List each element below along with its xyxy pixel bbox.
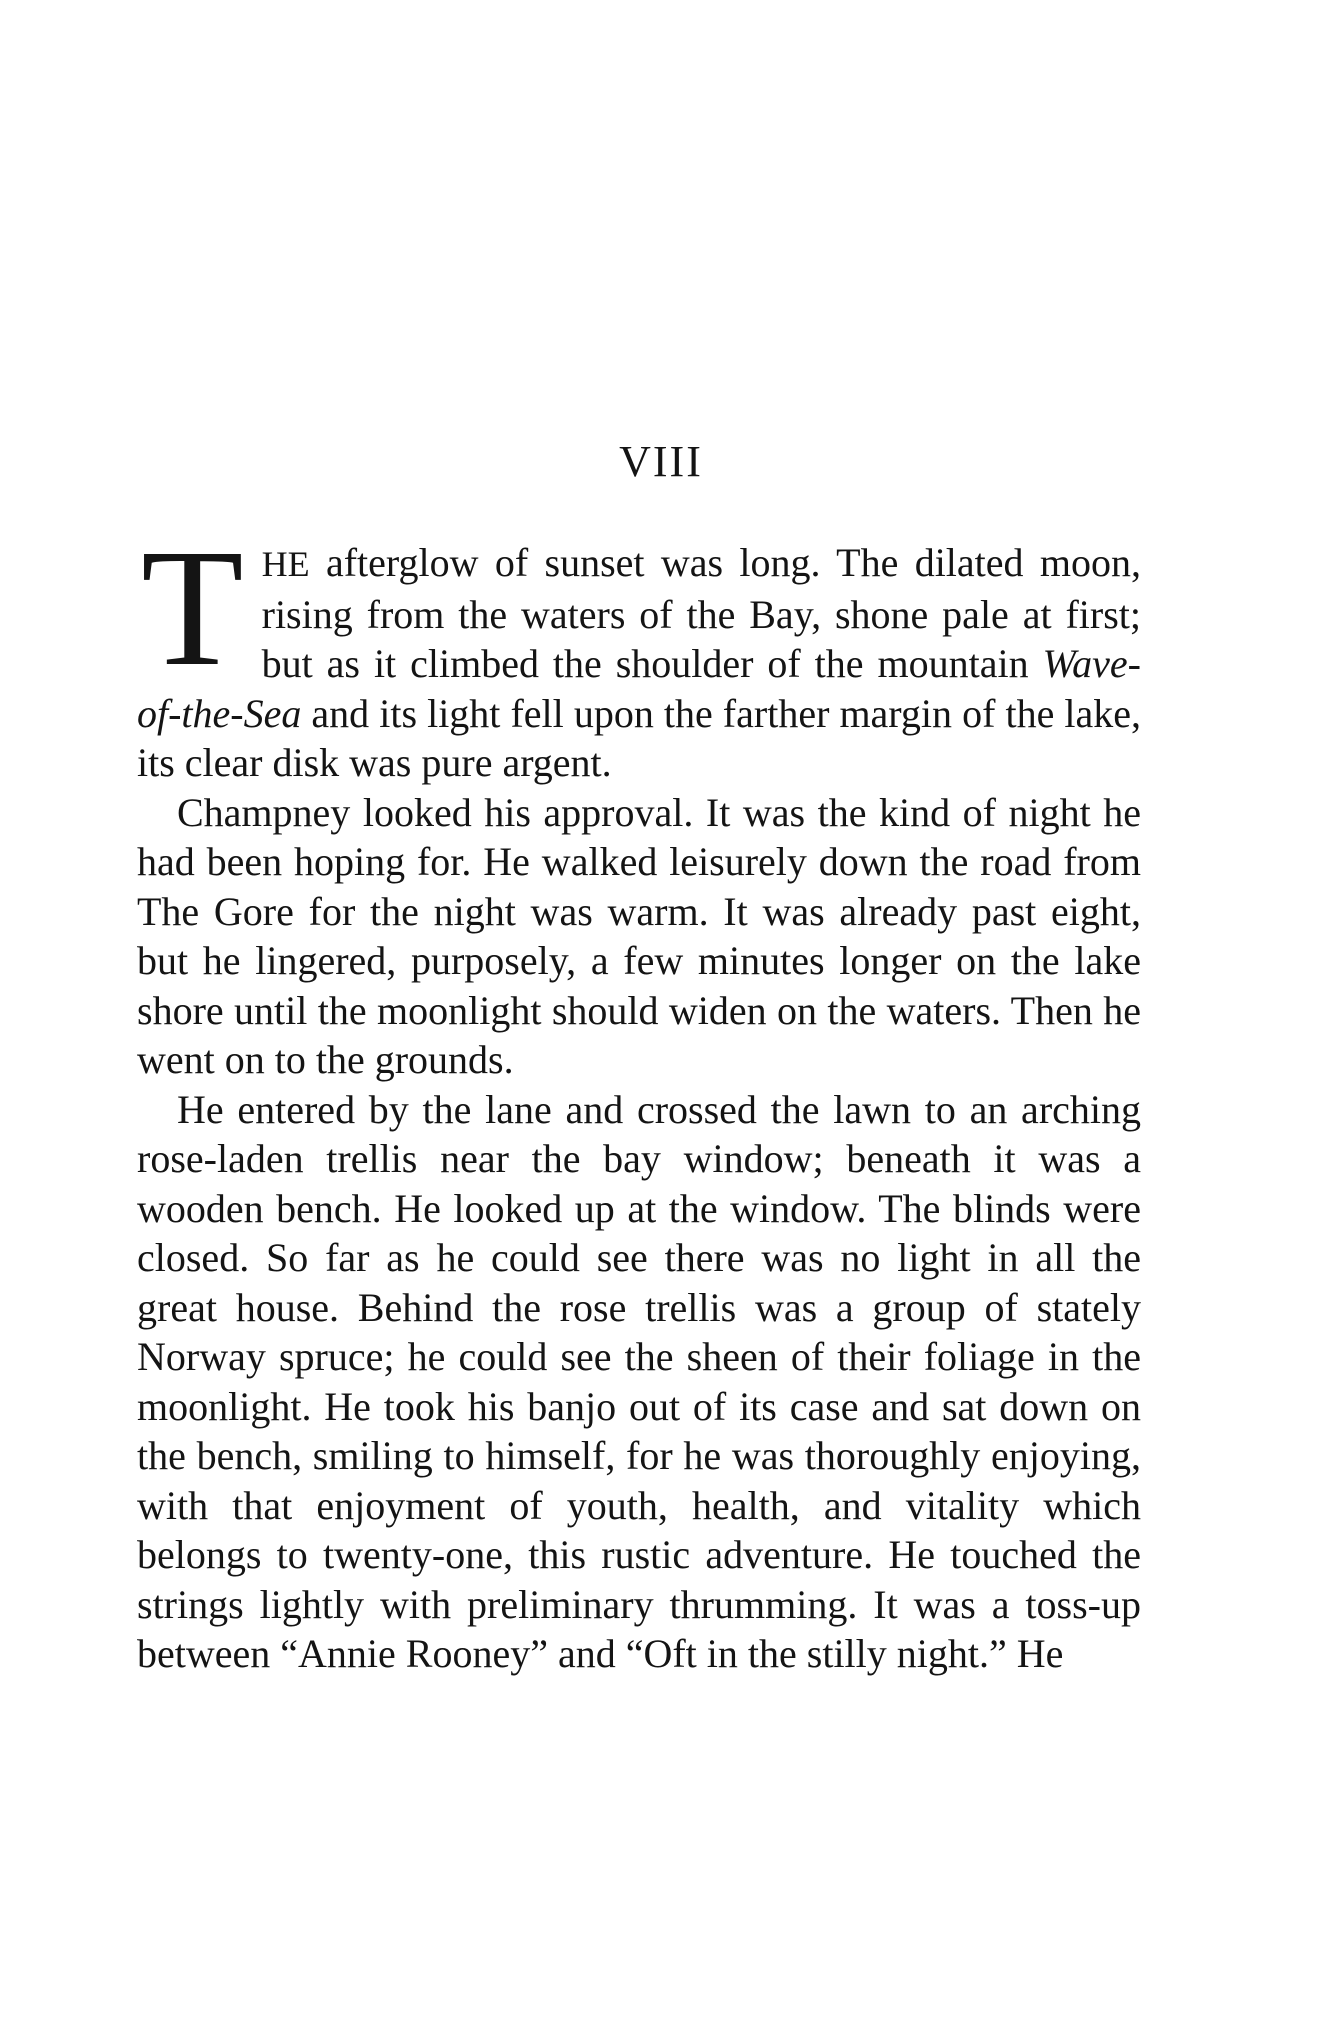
opening-word-remainder: HE (261, 544, 310, 584)
paragraph-3: He entered by the lane and crossed the lawn to an arching rose-laden trellis near the bay window; beneath it was a wooden bench. He looked up at the window. The blinds were closed. So far as he could see there was no light in all the great house. Behind the rose trellis was a group of stately Norway spruce; he could see the sheen of their foliage in the moonlight. He took his banjo out of its case and sat down on the bench, smiling to himself, for he was thoroughly enjoying, with that enjoyment of youth, health, and vitality which belongs to twenty-one, this rustic adventure. He touched the strings lightly with preliminary thrumming. It was a toss-up between “Annie Rooney” and “Oft in the stilly night.” He (137, 1086, 1141, 1676)
paragraph-1-text-a: afterglow of sunset was long. The dilated moon, rising from the waters of the Bay, shone pale at first; but as it climbed the shoulder of the mountain (261, 540, 1141, 686)
drop-cap-letter: T (141, 515, 244, 701)
mountain-name: Wave-of-the-Sea (137, 641, 1141, 736)
paragraph-2: Champney looked his approval. It was the kind of night he had been hoping for. He walked leisurely down the road from The Gore for the night was warm. It was already past eight, but he lingered, purposely, a few minutes longer on the lake shore until the moonlight should widen on the waters. Then he went on to the grounds. (137, 789, 1141, 1082)
paragraph-1-text-b: and its light fell upon the farther margin of the lake, its clear disk was pure argent. (137, 690, 1141, 785)
chapter-number: VIII (619, 437, 703, 486)
body-text (137, 515, 1141, 1679)
paragraph-1 (137, 515, 1141, 788)
